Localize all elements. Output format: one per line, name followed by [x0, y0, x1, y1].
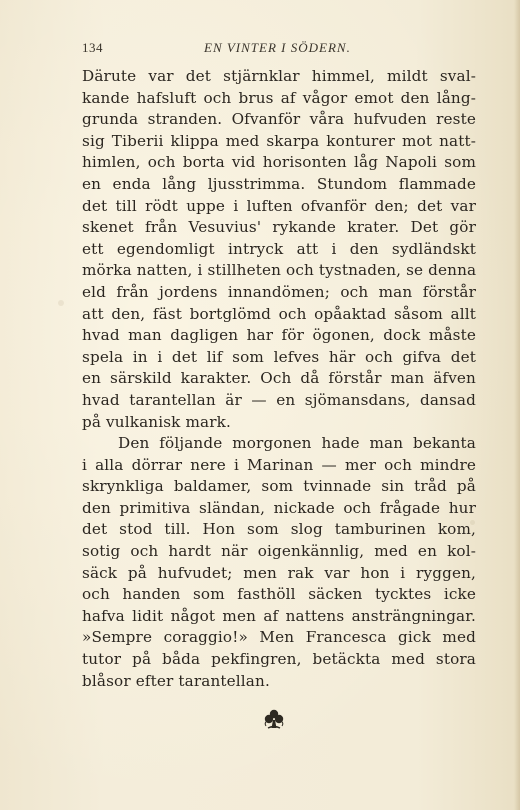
text-line: en enda lång ljusstrimma. Stundom flammade — [82, 174, 476, 193]
text-line: hvad tarantellan är — en sjömansdans, dansad — [82, 390, 476, 409]
text-line: säck på hufvudet; men rak var hon i ryggen, — [82, 563, 476, 582]
text-line: kande hafsluft och brus af vågor emot den lång- — [82, 88, 476, 107]
text-line: skrynkliga baldamer, som tvinnade sin tråd på — [82, 477, 476, 496]
text-line: en särskild karakter. Och då förstår man äfven — [82, 369, 476, 388]
page-number: 134 — [82, 40, 103, 55]
text-line: det stod till. Hon som slog tamburinen kom, — [82, 520, 476, 539]
text-line: spela in i det lif som lefves här och gifva det — [82, 347, 476, 366]
text-line: det till rödt uppe i luften ofvanför den; det var — [82, 196, 476, 215]
text-line: grunda stranden. Ofvanför våra hufvuden reste — [82, 110, 476, 129]
text-line: ett egendomligt intryck att i den sydländskt — [82, 239, 476, 258]
text-line: sig Tiberii klippa med skarpa konturer mot natt- — [82, 131, 476, 150]
text-line: att den, fäst bortglömd och opåaktad såsom allt — [82, 304, 476, 323]
page-header — [82, 40, 482, 60]
body-text — [82, 66, 476, 692]
text-line: blåsor efter tarantellan. — [82, 671, 270, 690]
text-line: mörka natten, i stillheten och tystnaden, se denna — [82, 261, 477, 280]
text-line: »Sempre coraggio!» Men Francesca gick med — [82, 628, 476, 647]
text-line: Den följande morgonen hade man bekanta — [118, 434, 476, 453]
text-line: sotig och hardt när oigenkännlig, med en kol- — [82, 542, 476, 561]
club-leaf-ornament-icon — [264, 708, 284, 730]
page-edge-shadow — [514, 0, 520, 810]
paper-stain — [58, 300, 64, 306]
running-head: EN VINTER I SÖDERN. — [204, 40, 351, 55]
text-line: himlen, och borta vid horisonten låg Napoli som — [82, 153, 476, 172]
text-line: tutor på båda pekfingren, betäckta med stora — [82, 650, 476, 669]
text-line: eld från jordens innandömen; och man förstår — [82, 282, 476, 301]
text-line: Därute var det stjärnklar himmel, mildt sval- — [82, 67, 476, 85]
text-line: den primitiva sländan, nickade och frågade hur — [82, 498, 476, 517]
text-line: hvad man dagligen har för ögonen, dock måste — [82, 326, 476, 345]
text-line: skenet från Vesuvius' rykande krater. Det gör — [82, 218, 476, 237]
text-line: på vulkanisk mark. — [82, 412, 231, 431]
text-line: hafva lidit något men af nattens ansträngningar. — [82, 606, 476, 625]
text-line: och handen som fasthöll säcken tycktes icke — [82, 585, 476, 604]
text-line: i alla dörrar nere i Marinan — mer och mindre — [82, 455, 476, 474]
